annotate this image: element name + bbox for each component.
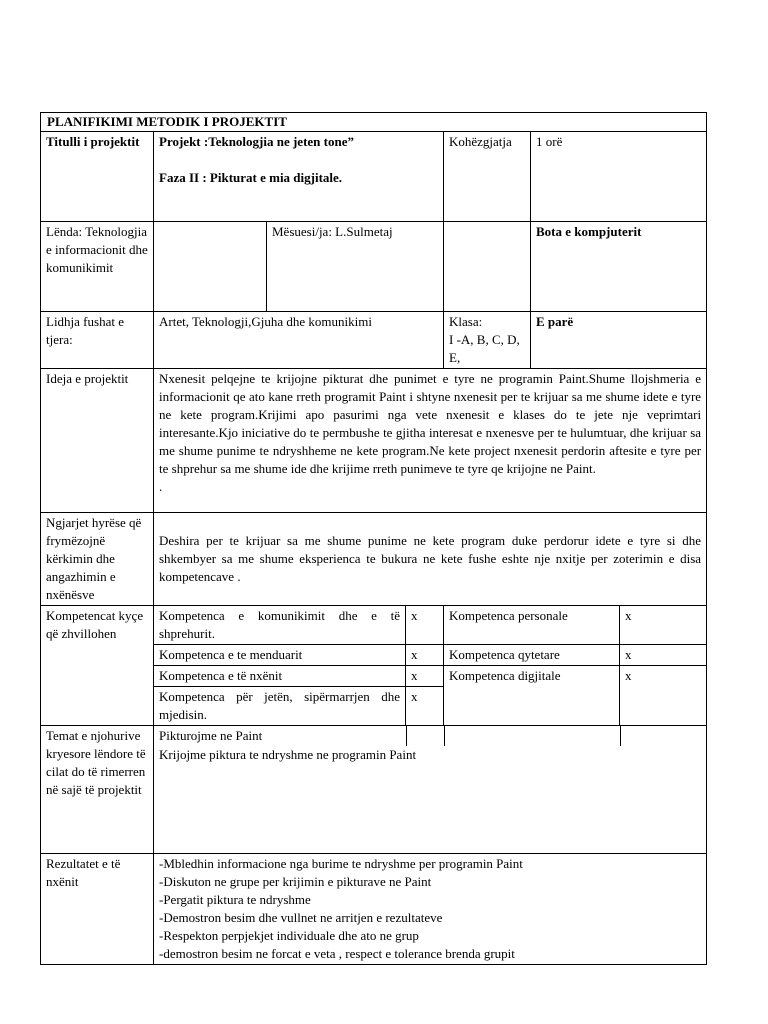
related-fields-label: Lidhja fushat e tjera: — [41, 312, 154, 369]
project-idea-cell — [154, 369, 707, 513]
topics-row — [41, 726, 707, 854]
class-cell — [444, 312, 531, 369]
project-plan-table — [40, 112, 707, 965]
learning-outcomes-label: Rezultatet e të nxënit — [41, 854, 154, 965]
intro-events-label: Ngjarjet hyrëse që frymëzojnë kërkimin dhe angazhimin e nxënësve — [41, 513, 154, 606]
competence-name: Kompetenca për jetën, sipërmarrjen dhe mjedisin. — [154, 687, 406, 726]
document — [40, 112, 706, 965]
competence-name: Kompetenca e komunikimit dhe e të shprehurit. — [154, 606, 406, 645]
page-title: PLANIFIKIMI METODIK I PROJEKTIT — [41, 113, 707, 132]
related-fields-row — [41, 312, 707, 369]
project-idea-trail: . — [159, 479, 163, 494]
competence-name: Kompetenca digjitale — [444, 666, 620, 726]
intro-events-text: Deshira per te krijuar sa me shume punime ne kete program duke perdorur idete e tyre si dhe shkembyer sa me shume eksperienca te bukura ne kete fushe eshte nje nxitje per zoterimin e disa kompetencave . — [154, 513, 707, 606]
topic-description: Krijojme piktura te ndryshme ne programin Paint — [159, 747, 417, 762]
textbook-cell: Bota e kompjuterit — [531, 222, 707, 312]
empty-cell — [406, 726, 444, 746]
project-idea-row — [41, 369, 707, 513]
topics-label: Temat e njohurive kryesore lëndore të cilat do të rimerren në sajë të projektit — [41, 726, 154, 854]
competence-mark: x — [406, 606, 444, 645]
class-value: I -A, B, C, D, E, — [449, 332, 520, 365]
title-info-row — [41, 132, 707, 222]
competence-name: Kompetenca qytetare — [444, 645, 620, 666]
list-item: -Mbledhin informacione nga burime te ndryshme per programin Paint — [159, 856, 523, 871]
competence-mark: x — [620, 666, 707, 726]
grade-cell: E parë — [531, 312, 707, 369]
title-label: Titulli i projektit — [41, 132, 154, 222]
project-title-cell — [154, 132, 444, 222]
learning-outcomes-list — [154, 854, 707, 965]
empty-cell — [620, 726, 707, 746]
project-idea-label: Ideja e projektit — [41, 369, 154, 513]
intro-events-row — [41, 513, 707, 606]
teacher-cell: Mësuesi/ja: L.Sulmetaj — [267, 222, 444, 312]
list-item: -Respekton perpjekjet individuale dhe ato ne grup — [159, 928, 419, 943]
project-idea-text: Nxenesit pelqejne te krijojne pikturat dhe punimet e tyre ne programin Paint.Shume llojshmeria e informacionit qe ato kane rreth programit Paint i shtyne nxenesit per te krijuar sa me shume idete e tyre ne kete program.Krijimi apo pasurimi nga vete nxenesit e klases do te jete nje veprimtari interesante.Kjo iniciative do te permbushe te gjitha interesat e nxenesve per te hulumtuar, dhe krijuar sa me shume punime te ndryshheme ne kete program.Ne kete project nxenesit perdorin aftesite e tyre per te shprehur sa me shume ide dhe krijime rreth punimeve te tyre qe krijojne ne Paint. — [159, 371, 702, 476]
empty-cell — [444, 726, 620, 746]
list-item: -demostron besim ne forcat e veta , respect e tolerance brenda grupit — [159, 946, 515, 961]
competence-row-1 — [41, 606, 707, 645]
duration-label: Kohëzgjatja — [444, 132, 531, 222]
project-name: Projekt :Teknologjia ne jeten tone” — [159, 134, 354, 149]
duration-value: 1 orë — [531, 132, 707, 222]
subject-row — [41, 222, 707, 312]
competence-mark: x — [406, 666, 444, 687]
competence-name: Kompetenca e të nxënit — [154, 666, 406, 687]
topic-title: Pikturojme ne Paint — [154, 726, 406, 746]
competence-mark: x — [620, 645, 707, 666]
subject-label: Lënda: Teknologjia e informacionit dhe komunikimit — [41, 222, 154, 312]
project-phase: Faza II : Pikturat e mia digjitale. — [159, 170, 343, 185]
learning-outcomes-row — [41, 854, 707, 965]
class-label: Klasa: — [449, 314, 483, 329]
list-item: -Pergatit piktura te ndryshme — [159, 892, 311, 907]
list-item: -Demostron besim dhe vullnet ne arritjen e rezultateve — [159, 910, 443, 925]
title-row — [41, 113, 707, 132]
empty-cell — [154, 222, 267, 312]
competence-mark: x — [406, 645, 444, 666]
empty-cell — [444, 222, 531, 312]
list-item: -Diskuton ne grupe per krijimin e pikturave ne Paint — [159, 874, 432, 889]
competences-label: Kompetencat kyçe që zhvillohen — [41, 606, 154, 726]
topics-cell — [154, 726, 707, 854]
competence-mark: x — [620, 606, 707, 645]
related-fields-value: Artet, Teknologji,Gjuha dhe komunikimi — [154, 312, 444, 369]
competence-name: Kompetenca e te menduarit — [154, 645, 406, 666]
topics-inner-table — [154, 726, 707, 746]
competence-name: Kompetenca personale — [444, 606, 620, 645]
competence-mark: x — [406, 687, 444, 726]
